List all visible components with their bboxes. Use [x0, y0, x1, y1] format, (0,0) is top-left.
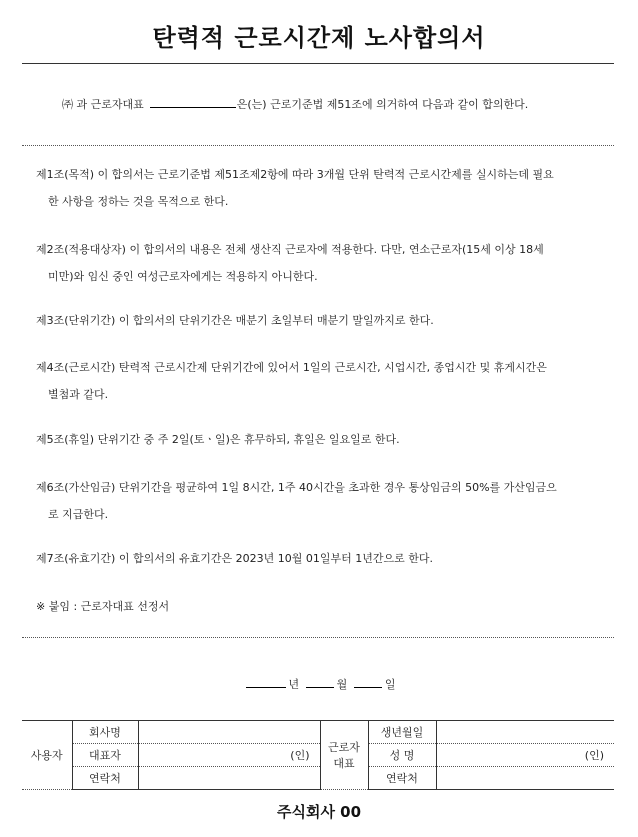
ceo-label: 대표자: [72, 744, 138, 767]
title-divider: [22, 63, 614, 64]
intro-line: [62, 96, 528, 112]
birthdate-label: 생년월일: [368, 721, 436, 744]
employer-contact-label: 연락처: [72, 767, 138, 790]
article-1-line-2: 한 사항을 정하는 것을 목적으로 한다.: [48, 195, 229, 208]
company-name-field: [138, 721, 320, 744]
article-1: [36, 161, 602, 215]
company-name-label: 회사명: [72, 721, 138, 744]
article-4-line-1: 제4조(근로시간) 탄력적 근로시간제 단위기간에 있어서 1일의 근로시간, 시업시간, 종업시간 및 휴게시간은: [36, 361, 547, 374]
signature-table: [22, 720, 614, 790]
birthdate-field: [436, 721, 614, 744]
employee-rep-label: [320, 721, 368, 790]
company-name-footer: 주식회사 00: [276, 803, 362, 821]
employer-contact-field: [138, 767, 320, 790]
employee-contact-field: [436, 767, 614, 790]
article-6: [36, 474, 602, 528]
article-2: [36, 236, 602, 290]
month-label: 월: [336, 678, 348, 691]
article-6-line-1: 제6조(가산임금) 단위기간을 평균하여 1일 8시간, 1주 40시간을 초과한 경우 통상임금의 50%를 가산임금으: [36, 481, 557, 494]
article-4-line-2: 별첨과 같다.: [48, 388, 109, 401]
document-title: 탄력적 근로시간제 노사합의서: [152, 24, 486, 52]
article-2-line-2: 미만)와 임신 중인 여성근로자에게는 적용하지 아니한다.: [48, 270, 318, 283]
employer-seal-mark: (인): [290, 749, 310, 762]
employee-contact-label: 연락처: [368, 767, 436, 790]
article-5: [36, 426, 602, 453]
dotted-divider-top: [22, 145, 614, 146]
day-blank: [354, 677, 382, 688]
year-label: 년: [288, 678, 300, 691]
article-7: [36, 545, 602, 572]
employee-name-field: [436, 744, 614, 767]
year-blank: [246, 677, 286, 688]
article-3: [36, 307, 602, 334]
intro-suffix: 은(는) 근로기준법 제51조에 의거하여 다음과 같이 합의한다.: [236, 98, 529, 111]
article-3-line-1: 제3조(단위기간) 이 합의서의 단위기간은 매분기 초일부터 매분기 말일까지로 한다.: [36, 314, 434, 327]
article-2-line-1: 제2조(적용대상자) 이 합의서의 내용은 전체 생산직 근로자에 적용한다. 다만, 연소근로자(15세 이상 18세: [36, 243, 544, 256]
attachment-note: ※ 붙임 : 근로자대표 선정서: [36, 600, 170, 613]
article-4: [36, 354, 602, 408]
intro-prefix: ㈜ 과 근로자대표: [62, 98, 144, 111]
employee-seal-mark: (인): [584, 749, 604, 762]
employee-rep-label-line-1: 근로자: [328, 741, 360, 754]
article-7-line-1: 제7조(유효기간) 이 합의서의 유효기간은 2023년 10월 01일부터 1년간으로 한다.: [36, 552, 433, 565]
article-1-line-1: 제1조(목적) 이 합의서는 근로기준법 제51조제2항에 따라 3개월 단위 탄력적 근로시간제를 실시하는데 필요: [36, 168, 554, 181]
employee-name-label: 성 명: [368, 744, 436, 767]
ceo-field: [138, 744, 320, 767]
dotted-divider-bottom: [22, 637, 614, 638]
date-line: [0, 676, 638, 692]
article-6-line-2: 로 지급한다.: [48, 508, 109, 521]
employee-rep-label-line-2: 대표: [333, 757, 355, 770]
employer-label: 사용자: [22, 721, 72, 790]
representative-name-blank: [150, 97, 236, 108]
day-label: 일: [384, 678, 396, 691]
month-blank: [306, 677, 334, 688]
article-5-line-1: 제5조(휴일) 단위기간 중 주 2일(토ㆍ일)은 휴무하되, 휴일은 일요일로 한다.: [36, 433, 400, 446]
